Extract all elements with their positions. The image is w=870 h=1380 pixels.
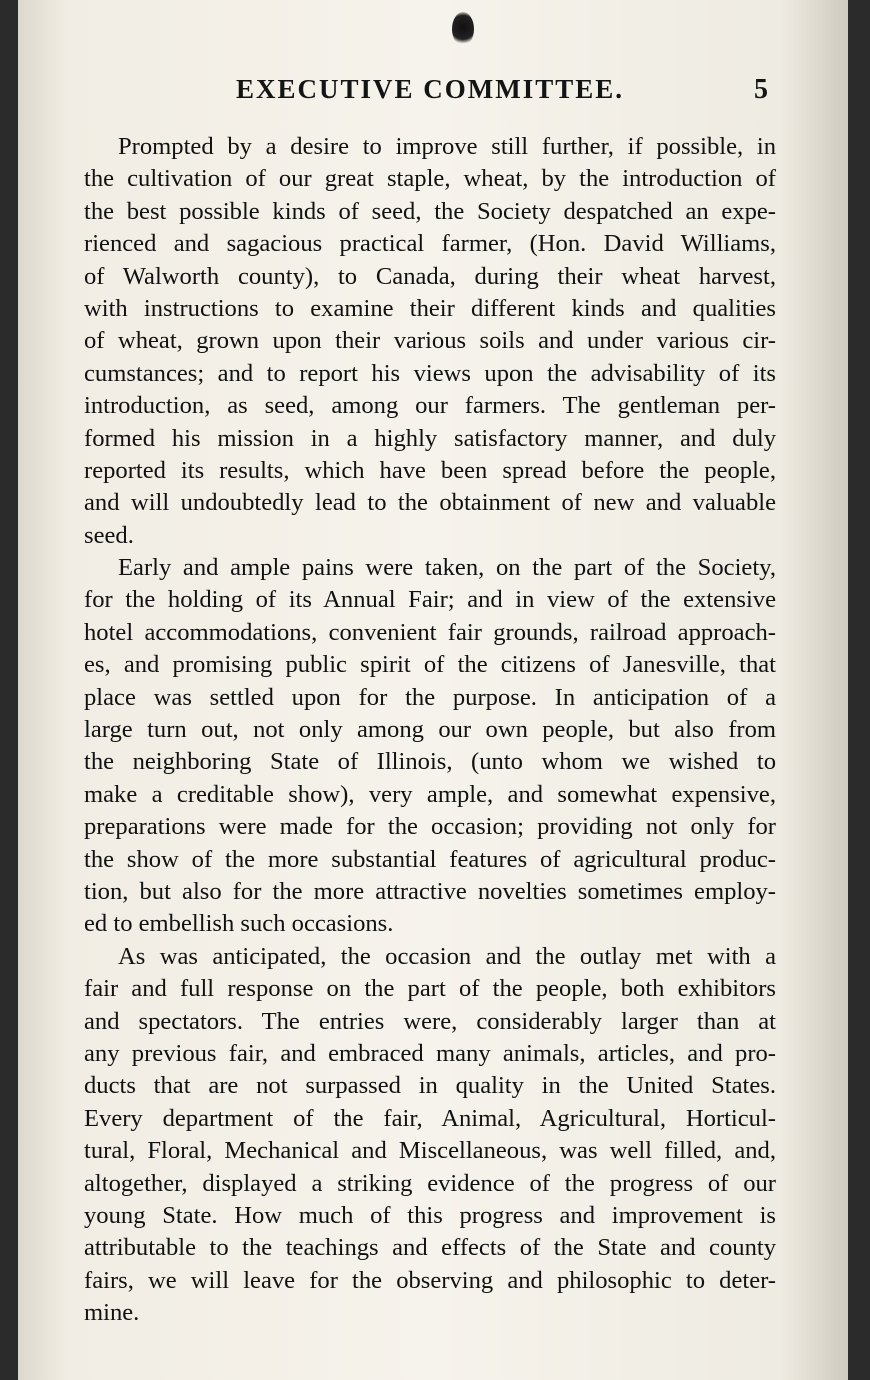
text-line: formed his mission in a highly satisfactory manner, and duly — [84, 424, 776, 452]
text-line: fair and full response on the part of the people, both exhibitors — [84, 975, 776, 1003]
text-line: ed to embellish such occasions. — [84, 910, 394, 938]
text-line: Every department of the fair, Animal, Agricultural, Horticul- — [84, 1104, 776, 1132]
text-line: rienced and sagacious practical farmer, (Hon. David Williams, — [84, 230, 776, 258]
book-page — [18, 0, 848, 1380]
body-text — [84, 131, 776, 1329]
text-line: mine. — [84, 1299, 140, 1327]
running-head — [18, 74, 848, 110]
text-line: fairs, we will leave for the observing and philosophic to deter- — [84, 1266, 776, 1294]
text-line: introduction, as seed, among our farmers. The gentleman per- — [84, 392, 776, 420]
page-number: 5 — [754, 74, 768, 105]
text-line: and will undoubtedly lead to the obtainment of new and valuable — [84, 489, 776, 517]
text-line: preparations were made for the occasion; providing not only for — [84, 813, 776, 841]
text-line: ducts that are not surpassed in quality in the United States. — [84, 1072, 776, 1100]
text-line: Prompted by a desire to improve still further, if possible, in — [118, 133, 776, 160]
text-line: reported its results, which have been spread before the people, — [84, 456, 776, 484]
text-line: altogether, displayed a striking evidence of the progress of our — [84, 1169, 776, 1197]
text-line: for the holding of its Annual Fair; and in view of the extensive — [84, 586, 776, 614]
text-line: the best possible kinds of seed, the Society despatched an expe- — [84, 197, 776, 225]
text-line: the show of the more substantial features of agricultural produc- — [84, 845, 776, 873]
ink-blot — [452, 12, 474, 46]
text-line: seed. — [84, 521, 134, 549]
text-line: attributable to the teachings and effects of the State and county — [84, 1234, 776, 1262]
text-line: large turn out, not only among our own people, but also from — [84, 716, 776, 744]
running-title: EXECUTIVE COMMITTEE. — [236, 74, 625, 104]
text-line: with instructions to examine their different kinds and qualities — [84, 294, 776, 322]
text-line: tion, but also for the more attractive novelties sometimes employ- — [84, 877, 776, 905]
text-line: As was anticipated, the occasion and the outlay met with a — [118, 942, 776, 970]
text-line: place was settled upon for the purpose. In anticipation of a — [84, 683, 776, 711]
text-line: Early and ample pains were taken, on the part of the Society, — [118, 554, 776, 582]
text-line: make a creditable show), very ample, and somewhat expensive, — [84, 780, 776, 808]
text-line: the cultivation of our great staple, wheat, by the introduction of — [84, 165, 776, 193]
text-line: of Walworth county), to Canada, during their wheat harvest, — [84, 262, 776, 290]
text-line: and spectators. The entries were, considerably larger than at — [84, 1007, 776, 1035]
text-line: hotel accommodations, convenient fair grounds, railroad approach- — [84, 618, 776, 646]
text-line: of wheat, grown upon their various soils and under various cir- — [84, 327, 776, 355]
text-line: tural, Floral, Mechanical and Miscellaneous, was well filled, and, — [84, 1137, 776, 1165]
text-line: cumstances; and to report his views upon the advisability of its — [84, 359, 776, 387]
text-line: any previous fair, and embraced many animals, articles, and pro- — [84, 1039, 776, 1067]
text-line: the neighboring State of Illinois, (unto whom we wished to — [84, 748, 776, 776]
text-line: es, and promising public spirit of the citizens of Janesville, that — [84, 651, 776, 679]
text-line: young State. How much of this progress and improvement is — [84, 1201, 776, 1229]
